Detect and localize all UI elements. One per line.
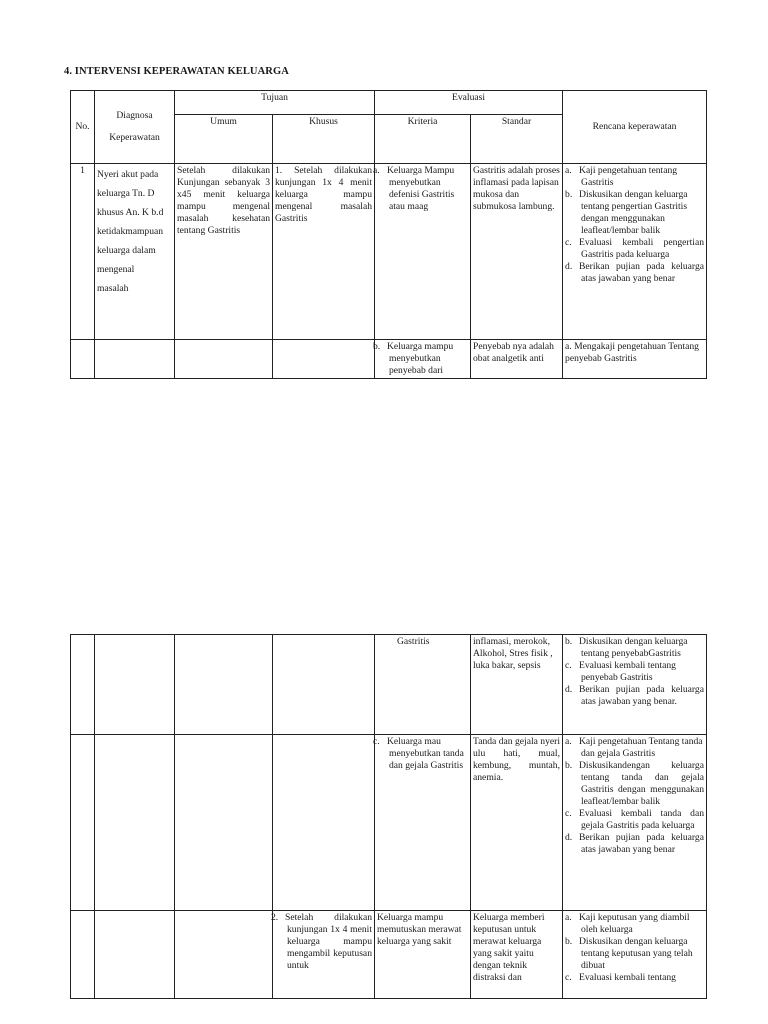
rencana-cell — [563, 911, 707, 999]
kriteria-cell: Keluarga mampu memutuskan merawat keluarga yang sakit — [375, 911, 471, 999]
list-letter: c. — [373, 736, 380, 747]
list-letter: b. — [373, 341, 381, 352]
kriteria-cell: Gastritis — [375, 635, 471, 735]
khusus-text: Setelah dilakukan kunjungan 1x 4 menit keluarga mampu mengambil keputusan untuk — [285, 912, 372, 971]
empty-cell — [95, 735, 175, 911]
empty-cell — [175, 340, 273, 379]
empty-cell — [71, 735, 95, 911]
tujuan-umum-cell: Setelah dilakukan Kunjungan sebanyak 3 x45 menit keluarga mampu mengenal masalah kesehatan tentang Gastritis — [175, 164, 273, 340]
rencana-item: a. Kaji keputusan yang diambil oleh keluarga — [565, 912, 690, 935]
header-diagnosa-line1: Diagnosa — [116, 110, 153, 121]
rencana-cell — [563, 735, 707, 911]
empty-cell — [95, 635, 175, 735]
empty-cell — [273, 735, 375, 911]
header-evaluasi: Evaluasi — [375, 91, 563, 115]
kriteria-text: Keluarga Mampu menyebutkan defenisi Gastritis atau maag — [387, 165, 455, 212]
standar-cell: Gastritis adalah proses inflamasi pada lapisan mukosa dan submukosa lambung. — [471, 164, 563, 340]
empty-cell — [71, 911, 95, 999]
empty-cell — [95, 911, 175, 999]
rencana-item: b. Diskusikan dengan keluarga tentang penyebabGastritis — [565, 636, 688, 659]
header-rencana: Rencana keperawatan — [563, 91, 707, 164]
empty-cell — [273, 340, 375, 379]
header-umum: Umum — [175, 115, 273, 164]
standar-cell: Tanda dan gejala nyeri ulu hati, mual, kembung, muntah, anemia. — [471, 735, 563, 911]
diagnosa-line: khusus An. K b.d — [97, 207, 164, 218]
kriteria-cell — [375, 340, 471, 379]
tujuan-khusus-cell — [273, 911, 375, 999]
kriteria-text: Keluarga mau menyebutkan tanda dan gejala Gastritis — [387, 736, 464, 771]
rencana-item: c. Evaluasi kembali pengertian Gastritis pada keluarga — [565, 237, 705, 260]
rencana-item: c. Evaluasi kembali tentang penyebab Gastritis — [565, 660, 676, 683]
diagnosa-line: keluarga Tn. D — [97, 188, 155, 199]
empty-cell — [95, 340, 175, 379]
header-no: No. — [71, 91, 95, 164]
header-tujuan: Tujuan — [175, 91, 375, 115]
diagnosa-cell — [95, 164, 175, 340]
kriteria-cell — [375, 164, 471, 340]
standar-cell: inflamasi, merokok, Alkohol, Stres fisik , luka bakar, sepsis — [471, 635, 563, 735]
rencana-cell: a. Mengakaji pengetahuan Tentang penyebab Gastritis — [563, 340, 707, 379]
empty-cell — [71, 340, 95, 379]
diagnosa-line: ketidakmampuan — [97, 226, 164, 237]
header-diagnosa-line2: Keperawatan — [109, 132, 160, 143]
rencana-item: d. Berikan pujian pada keluarga atas jawaban yang benar — [565, 261, 705, 284]
list-number: 2. — [271, 912, 279, 923]
section-heading: 4. INTERVENSI KEPERAWATAN KELUARGA — [64, 66, 289, 77]
header-kriteria: Kriteria — [375, 115, 471, 164]
rencana-item: b. Diskusikan dengan keluarga tentang pengertian Gastritis dengan menggunakan leafleat/lembar balik — [565, 189, 688, 236]
kriteria-cell — [375, 735, 471, 911]
empty-cell — [273, 635, 375, 735]
empty-cell — [175, 911, 273, 999]
rencana-item: c. Evaluasi kembali tentang — [565, 972, 676, 983]
standar-cell: Keluarga memberi keputusan untuk merawat keluarga yang sakit yaitu dengan teknik distraksi dan — [471, 911, 563, 999]
row-number: 1 — [71, 164, 95, 340]
empty-cell — [175, 735, 273, 911]
tujuan-khusus-cell: 1. Setelah dilakukan kunjungan 1x 4 menit keluarga mampu mengenal masalah Gastritis — [273, 164, 375, 340]
empty-cell — [71, 635, 95, 735]
diagnosa-line: mengenal — [97, 264, 135, 275]
intervention-table-page-1 — [70, 90, 707, 379]
diagnosa-line: masalah — [97, 283, 129, 294]
empty-cell — [175, 635, 273, 735]
standar-cell: Penyebab nya adalah obat analgetik anti — [471, 340, 563, 379]
list-letter: a. — [373, 165, 380, 176]
rencana-cell — [563, 635, 707, 735]
rencana-item: b. Diskusikandengan keluarga tentang tanda dan gejala Gastritis dengan menggunakan leafleat/lembar balik — [565, 760, 704, 807]
rencana-item: a. Kaji pengetahuan Tentang tanda dan gejala Gastritis — [565, 736, 703, 759]
rencana-item: d. Berikan pujian pada keluarga atas jawaban yang benar — [565, 832, 704, 855]
header-diagnosa — [95, 91, 175, 164]
rencana-item: b. Diskusikan dengan keluarga tentang keputusan yang telah dibuat — [565, 936, 693, 971]
header-khusus: Khusus — [273, 115, 375, 164]
kriteria-text: Keluarga mampu menyebutkan penyebab dari — [387, 341, 454, 376]
rencana-item: d. Berikan pujian pada keluarga atas jawaban yang benar. — [565, 684, 704, 707]
rencana-cell — [563, 164, 707, 340]
rencana-item: a. Kaji pengetahuan tentang Gastritis — [565, 165, 678, 188]
diagnosa-line: Nyeri akut pada — [97, 169, 159, 180]
diagnosa-line: keluarga dalam — [97, 245, 156, 256]
rencana-item: c. Evaluasi kembali tanda dan gejala Gastritis pada keluarga — [565, 808, 704, 831]
intervention-table-page-2 — [70, 634, 707, 999]
header-standar: Standar — [471, 115, 563, 164]
